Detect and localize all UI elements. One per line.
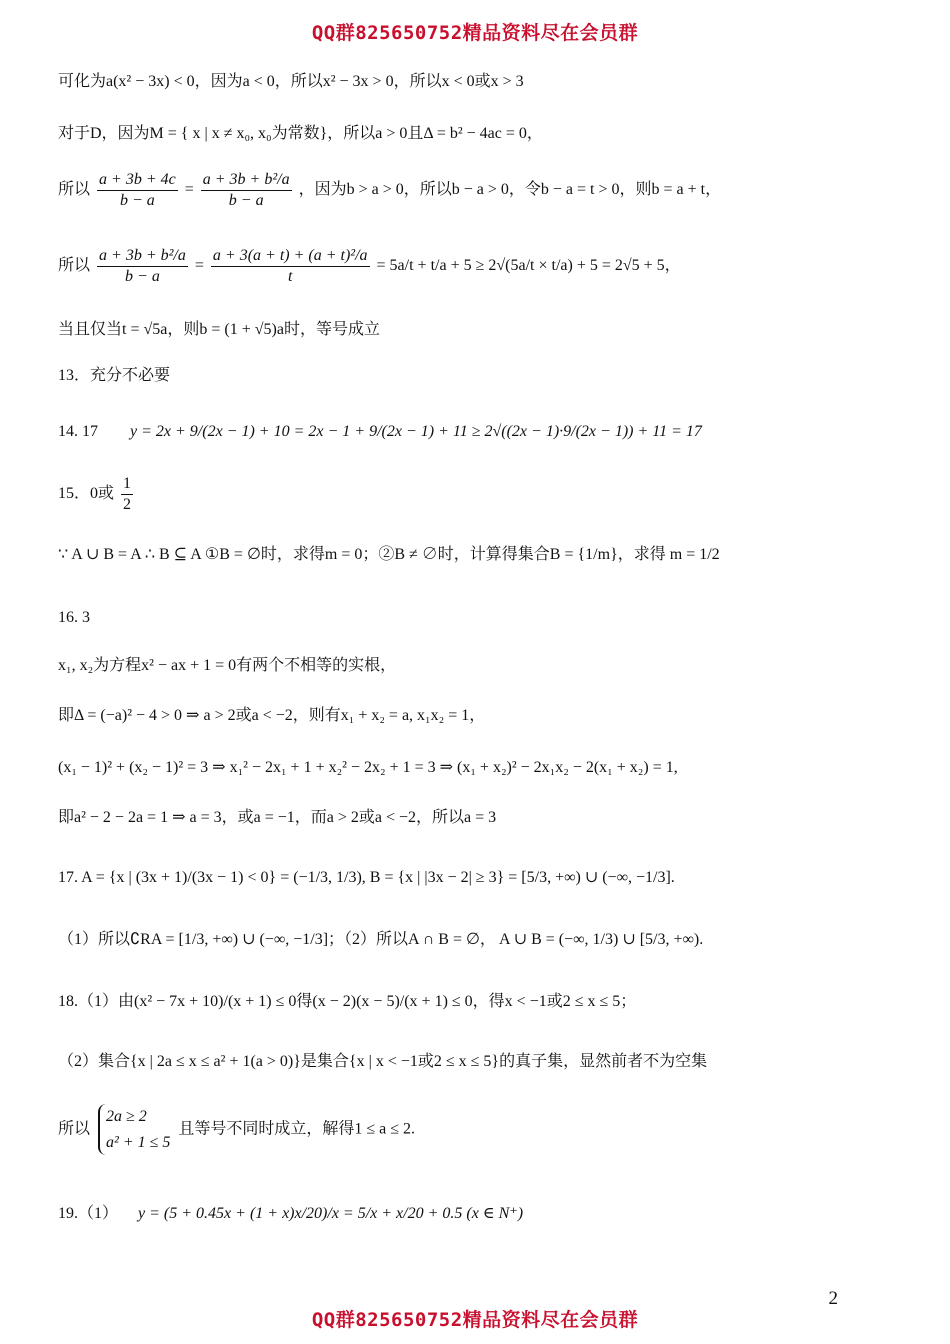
numerator: a + 3(a + t) + (a + t)²/a [211, 246, 370, 267]
question-label: 19.（1） [58, 1205, 119, 1222]
answer-16: 16. 3 [58, 609, 90, 626]
denominator: b − a [228, 192, 264, 209]
text-line: x₁, x₂为方程x² − ax + 1 = 0有两个不相等的实根， [58, 657, 397, 674]
text-line: （1）所以∁RA = [1/3, +∞) ∪ (−∞, −1/3]；（2）所以A ∩ B = ∅， A ∪ B = (−∞, 1/3) ∪ [5/3, +∞). [58, 931, 704, 948]
answer-14 [58, 422, 702, 441]
text-line: 即Δ = (−a)² − 4 > 0 ⇒ a > 2或a < −2，则有x₁ + x₂ = a, x₁x₂ = 1， [58, 707, 486, 724]
text-line: （2）集合{x | 2a ≤ x ≤ a² + 1(a > 0)}是集合{x | x < −1或2 ≤ x ≤ 5}的真子集，显然前者不为空集 [58, 1053, 708, 1070]
text-line: 当且仅当t = √5a，则b = (1 + √5)a时，等号成立 [58, 321, 380, 338]
question-label: 14. 17 [58, 423, 98, 440]
fraction [201, 170, 292, 211]
text-fragment: 所以 [58, 181, 91, 199]
text-line: 可化为a(x² − 3x) < 0，因为a < 0，所以x² − 3x > 0，所以x < 0或x > 3 [58, 73, 524, 90]
system-row: a² + 1 ≤ 5 [106, 1133, 171, 1151]
formula: y = 2x + 9/(2x − 1) + 10 = 2x − 1 + 9/(2x − 1) + 11 ≥ 2√((2x − 1)·9/(2x − 1)) + 11 = 17 [130, 423, 702, 440]
footer-banner: QQ群825650752精品资料尽在会员群 [311, 1309, 639, 1331]
text-line: 即a² − 2 − 2a = 1 ⇒ a = 3，或a = −1，而a > 2或a < −2，所以a = 3 [58, 809, 497, 826]
equals-sign: = [184, 181, 194, 199]
formula: y = (5 + 0.45x + (1 + x)x/20)/x = 5/x + x/20 + 0.5 (x ∈ N⁺) [138, 1205, 524, 1222]
question-label: 15．0或 [58, 485, 115, 503]
text-fragment: = 5a/t + t/a + 5 ≥ 2√(5a/t × t/a) + 5 = 2√5 + 5， [376, 257, 681, 275]
fraction [211, 246, 370, 287]
text-fragment: 所以 [58, 1120, 91, 1138]
text-line: ∵ A ∪ B = A ∴ B ⊆ A ①B = ∅时，求得m = 0；②B ≠ ∅时，计算得集合B = {1/m}，求得 m = 1/2 [58, 546, 720, 563]
denominator: b − a [119, 192, 155, 209]
numerator: 1 [121, 474, 133, 495]
text-fragment: 且等号不同时成立，解得1 ≤ a ≤ 2. [178, 1120, 416, 1138]
answer-19 [58, 1204, 523, 1223]
fraction [97, 246, 188, 287]
answer-18: 18.（1）由(x² − 7x + 10)/(x + 1) ≤ 0得(x − 2)(x − 5)/(x + 1) ≤ 0，得x < −1或2 ≤ x ≤ 5； [58, 993, 637, 1010]
text-line: 对于D，因为M = { x | x ≠ x₀, x₀为常数}，所以a > 0且Δ = b² − 4ac = 0， [58, 125, 543, 142]
numerator: a + 3b + b²/a [97, 246, 188, 267]
denominator: 2 [123, 496, 132, 513]
numerator: a + 3b + b²/a [201, 170, 292, 191]
text-fragment: ，因为b > a > 0，所以b − a > 0，令b − a = t > 0，则b = a + t， [298, 181, 722, 199]
equation-system [98, 1104, 170, 1155]
answer-17: 17. A = {x | (3x + 1)/(3x − 1) < 0} = (−1/3, 1/3), B = {x | |3x − 2| ≥ 3} = [5/3, +∞) ∪ (−∞, −1/3]. [58, 869, 675, 886]
formula-line [58, 170, 721, 211]
header-banner: QQ群825650752精品资料尽在会员群 [311, 22, 639, 44]
text-line: (x₁ − 1)² + (x₂ − 1)² = 3 ⇒ x₁² − 2x₁ + 1 + x₂² − 2x₂ + 1 = 3 ⇒ (x₁ + x₂)² − 2x₁x₂ − 2(x₁ + x₂) = 1, [58, 759, 678, 776]
fraction [121, 474, 133, 515]
equals-sign: = [194, 257, 204, 275]
text-fragment: 所以 [58, 257, 91, 275]
fraction [97, 170, 178, 211]
page-number: 2 [828, 1288, 838, 1309]
answer-13: 13．充分不必要 [58, 367, 171, 384]
answer-15 [58, 474, 136, 515]
formula-line [58, 246, 681, 287]
formula-line [58, 1104, 415, 1155]
system-row: 2a ≥ 2 [106, 1108, 147, 1125]
denominator: b − a [125, 268, 160, 285]
denominator: t [287, 268, 293, 285]
numerator: a + 3b + 4c [97, 170, 178, 191]
